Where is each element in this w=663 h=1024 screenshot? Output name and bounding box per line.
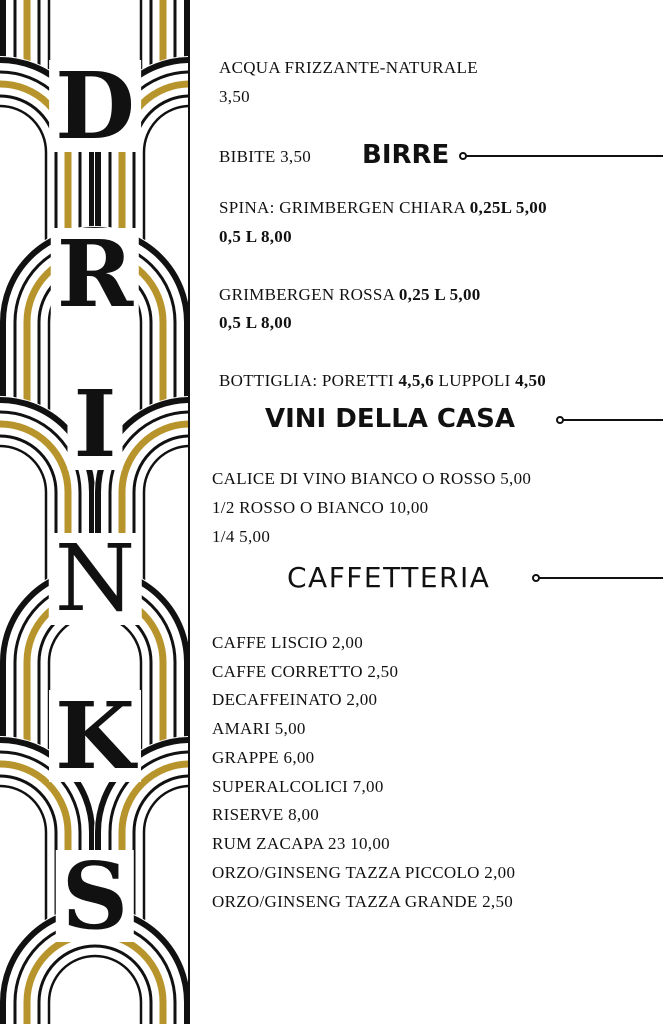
caffe-item: RISERVE 8,00 — [212, 805, 320, 824]
caffe-item: DECAFFEINATO 2,00 — [212, 690, 378, 709]
birra-bottiglia: BOTTIGLIA: PORETTI 4,5,6 LUPPOLI 4,50 — [219, 371, 547, 390]
heading-caffetteria-rule — [539, 577, 663, 579]
heading-birre-rule — [466, 155, 663, 157]
title-letter-n: N — [49, 533, 142, 625]
item-acqua: ACQUA FRIZZANTE-NATURALE — [219, 58, 478, 77]
vino-quarto: 1/4 5,00 — [212, 527, 271, 546]
vino-mezzo: 1/2 ROSSO O BIANCO 10,00 — [212, 498, 429, 517]
birra-rossa-size2: 0,5 L 8,00 — [219, 313, 292, 332]
caffe-item: ORZO/GINSENG TAZZA PICCOLO 2,00 — [212, 863, 516, 882]
heading-vini: VINI DELLA CASA — [265, 404, 515, 434]
heading-vini-rule — [563, 419, 663, 421]
caffe-item: CAFFE LISCIO 2,00 — [212, 633, 364, 652]
heading-caffetteria: CAFFETTERIA — [287, 561, 491, 594]
heading-birre: BIRRE — [362, 140, 450, 170]
caffe-item: SUPERALCOLICI 7,00 — [212, 777, 384, 796]
birra-rossa: GRIMBERGEN ROSSA 0,25 L 5,00 — [219, 285, 481, 304]
item-acqua-price: 3,50 — [219, 87, 250, 106]
birra-spina-size2: 0,5 L 8,00 — [219, 227, 292, 246]
title-letter-s: S — [56, 850, 134, 942]
caffe-item: ORZO/GINSENG TAZZA GRANDE 2,50 — [212, 892, 514, 911]
item-bibite: BIBITE 3,50 — [219, 147, 312, 166]
birra-spina: SPINA: GRIMBERGEN CHIARA 0,25L 5,00 — [219, 198, 547, 217]
title-letter-k: K — [49, 690, 141, 782]
caffe-item: GRAPPE 6,00 — [212, 748, 315, 767]
decorative-arches-band — [0, 0, 190, 1024]
title-letter-i: I — [67, 378, 122, 470]
caffe-item: RUM ZACAPA 23 10,00 — [212, 834, 390, 853]
caffe-item: AMARI 5,00 — [212, 719, 306, 738]
vino-calice: CALICE DI VINO BIANCO O ROSSO 5,00 — [212, 469, 532, 488]
title-letter-d: D — [49, 60, 141, 152]
title-letter-r: R — [51, 228, 139, 320]
caffe-item: CAFFE CORRETTO 2,50 — [212, 662, 399, 681]
